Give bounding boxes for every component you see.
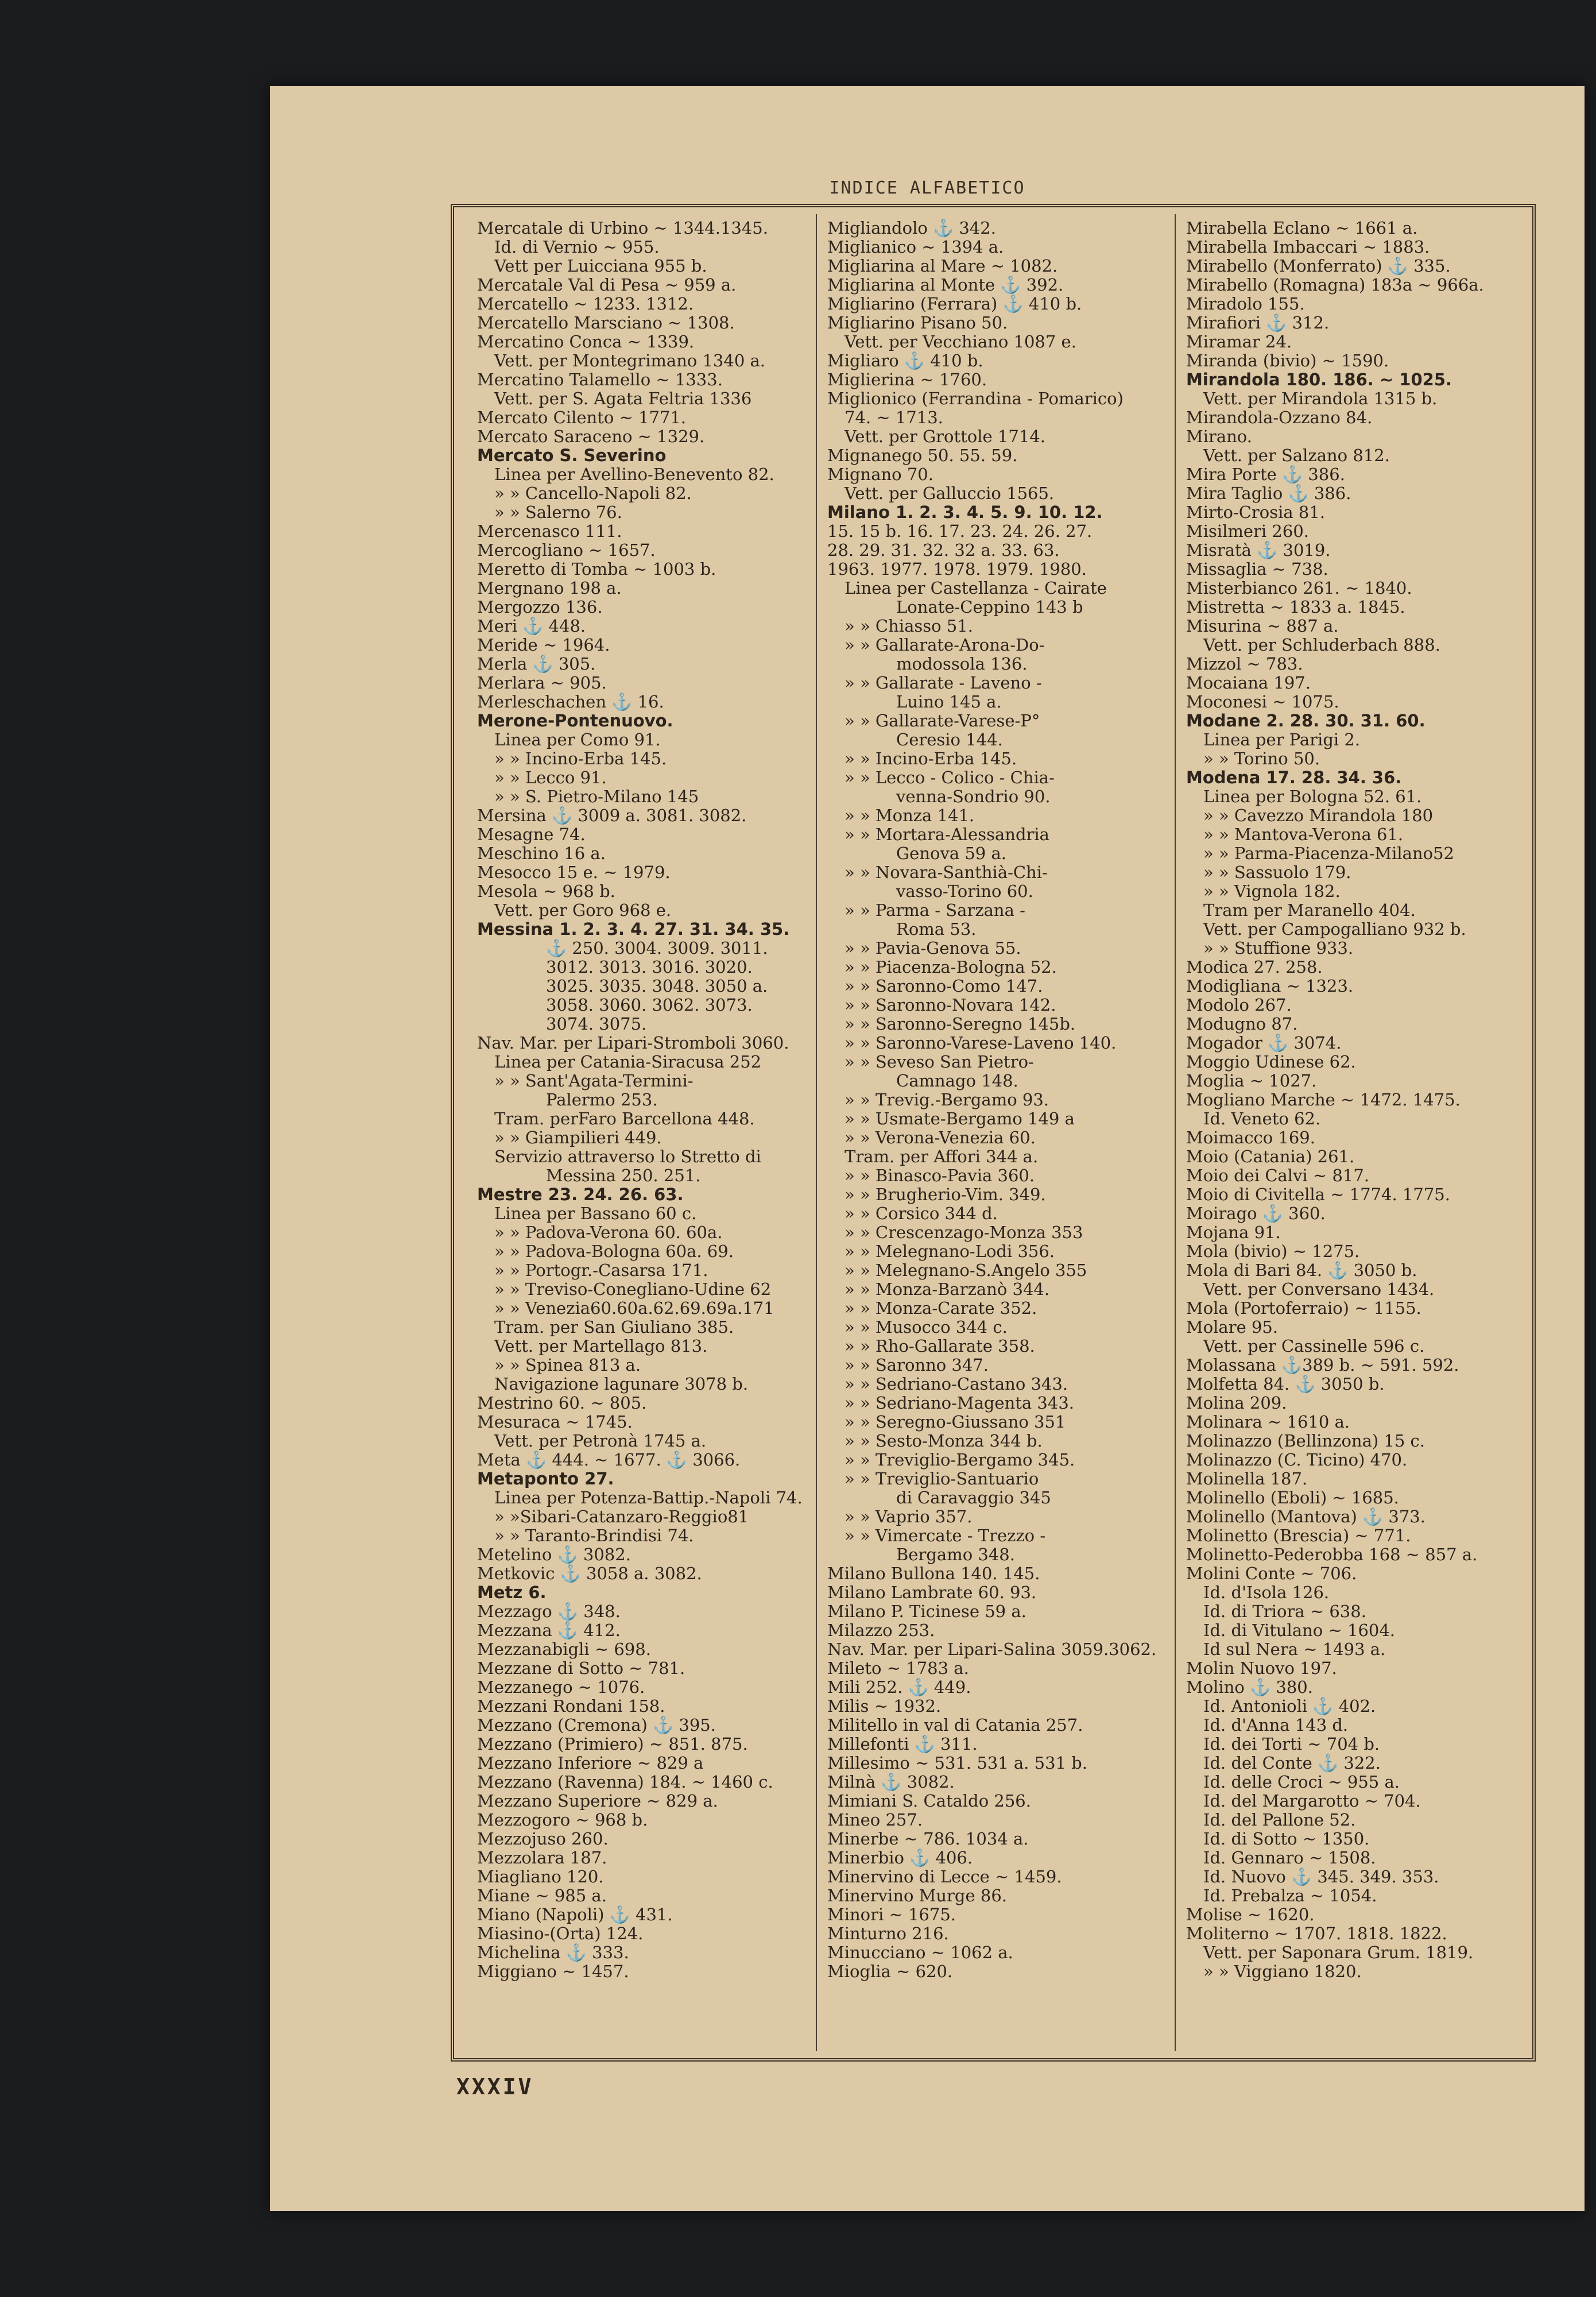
index-entry: Vett. per Montegrimano 1340 a. bbox=[494, 351, 766, 370]
index-entry: Vett. per Mirandola 1315 b. bbox=[1203, 389, 1438, 408]
index-entry: Mercogliano ~ 1657. bbox=[477, 540, 656, 560]
index-entry: » » Brugherio-Vim. 349. bbox=[845, 1185, 1046, 1204]
index-entry: Miane ~ 985 a. bbox=[477, 1886, 607, 1905]
index-entry: Mogliano Marche ~ 1472. 1475. bbox=[1186, 1090, 1461, 1109]
index-entry: Migliaro ⚓ 410 b. bbox=[827, 351, 983, 370]
index-entry: Milano Lambrate 60. 93. bbox=[827, 1583, 1037, 1602]
index-entry: Modugno 87. bbox=[1186, 1014, 1298, 1034]
index-entry: Mola (Portoferraio) ~ 1155. bbox=[1186, 1298, 1421, 1318]
index-entry: Miggiano ~ 1457. bbox=[477, 1962, 629, 1981]
index-entry: Mira Porte ⚓ 386. bbox=[1186, 465, 1345, 484]
index-entry: » » Taranto-Brindisi 74. bbox=[494, 1526, 694, 1545]
index-entry: » » Seveso San Pietro- bbox=[845, 1052, 1034, 1072]
index-entry: Vett. per Martellago 813. bbox=[494, 1336, 708, 1356]
index-entry: venna-Sondrio 90. bbox=[896, 787, 1051, 806]
index-entry: » » Sesto-Monza 344 b. bbox=[845, 1431, 1043, 1451]
index-entry: Mimiani S. Cataldo 256. bbox=[827, 1791, 1031, 1811]
index-entry: Id. Gennaro ~ 1508. bbox=[1203, 1848, 1376, 1867]
index-entry: Merone-Pontenuovo. bbox=[477, 711, 673, 730]
index-entry: » » Saronno 347. bbox=[845, 1355, 989, 1375]
index-entry: Mignano 70. bbox=[827, 465, 933, 484]
index-entry: » » Novara-Santhià-Chi- bbox=[845, 863, 1048, 882]
index-entry: Metz 6. bbox=[477, 1583, 547, 1602]
index-entry: Mercatale Val di Pesa ~ 959 a. bbox=[477, 275, 737, 295]
index-entry: » » Lecco 91. bbox=[494, 768, 607, 787]
index-entry: Molin Nuovo 197. bbox=[1186, 1658, 1337, 1678]
index-entry: 28. 29. 31. 32. 32 a. 33. 63. bbox=[827, 540, 1060, 560]
index-entry: Id. delle Croci ~ 955 a. bbox=[1203, 1772, 1400, 1792]
index-entry: 3074. 3075. bbox=[546, 1014, 647, 1034]
index-entry: » » Padova-Bologna 60a. 69. bbox=[494, 1242, 734, 1261]
index-entry: Molino ⚓ 380. bbox=[1186, 1677, 1313, 1697]
index-entry: Mercatello Marsciano ~ 1308. bbox=[477, 313, 735, 332]
index-entry: Mocaiana 197. bbox=[1186, 673, 1311, 693]
index-entry: Mirandola-Ozzano 84. bbox=[1186, 408, 1373, 427]
index-entry: Palermo 253. bbox=[546, 1090, 658, 1109]
index-entry: Mojana 91. bbox=[1186, 1223, 1281, 1242]
index-entry: » » Spinea 813 a. bbox=[494, 1355, 641, 1375]
index-entry: Mercato Saraceno ~ 1329. bbox=[477, 427, 705, 446]
index-entry: ⚓ 250. 3004. 3009. 3011. bbox=[546, 938, 768, 958]
index-entry: Meta ⚓ 444. ~ 1677. ⚓ 3066. bbox=[477, 1450, 741, 1470]
index-entry: modossola 136. bbox=[896, 654, 1028, 674]
index-entry: Id. del Margarotto ~ 704. bbox=[1203, 1791, 1421, 1811]
index-entry: Moglia ~ 1027. bbox=[1186, 1071, 1317, 1091]
index-entry: » » Gallarate-Arona-Do- bbox=[845, 635, 1045, 655]
index-entry: » » Monza-Barzanò 344. bbox=[845, 1279, 1050, 1299]
index-entry: Vett. per Conversano 1434. bbox=[1203, 1279, 1435, 1299]
index-entry: Militello in val di Catania 257. bbox=[827, 1715, 1083, 1735]
index-entry: Mergnano 198 a. bbox=[477, 578, 622, 598]
index-entry: Mioglia ~ 620. bbox=[827, 1962, 953, 1981]
index-entry: Molinazzo (C. Ticino) 470. bbox=[1186, 1450, 1408, 1470]
index-entry: Mercato S. Severino bbox=[477, 446, 667, 465]
index-entry: Mirano. bbox=[1186, 427, 1252, 446]
index-entry: » » Piacenza-Bologna 52. bbox=[845, 957, 1057, 977]
running-head: INDICE ALFABETICO bbox=[829, 178, 1025, 198]
index-entry: Minerbe ~ 786. 1034 a. bbox=[827, 1829, 1029, 1849]
index-entry: » » Padova-Verona 60. 60a. bbox=[494, 1223, 723, 1242]
index-entry: Mineo 257. bbox=[827, 1810, 923, 1830]
index-entry: Vett. per Salzano 812. bbox=[1203, 446, 1390, 465]
index-entry: Misilmeri 260. bbox=[1186, 521, 1309, 541]
index-entry: Merla ⚓ 305. bbox=[477, 654, 596, 674]
index-entry: 74. ~ 1713. bbox=[845, 408, 943, 427]
index-entry: Mola di Bari 84. ⚓ 3050 b. bbox=[1186, 1260, 1417, 1280]
index-entry: » » Verona-Venezia 60. bbox=[845, 1128, 1036, 1147]
index-entry: Messina 250. 251. bbox=[546, 1166, 701, 1185]
index-entry: Molinello (Eboli) ~ 1685. bbox=[1186, 1488, 1399, 1507]
index-entry: Vett. per Saponara Grum. 1819. bbox=[1203, 1943, 1474, 1962]
index-entry: Milis ~ 1932. bbox=[827, 1696, 942, 1716]
index-entry: » » Sassuolo 179. bbox=[1203, 863, 1351, 882]
page-folio: XXXIV bbox=[456, 2074, 534, 2099]
index-entry: Mesagne 74. bbox=[477, 825, 586, 844]
index-entry: Vett. per Campogalliano 932 b. bbox=[1203, 919, 1466, 939]
index-entry: Id. Antonioli ⚓ 402. bbox=[1203, 1696, 1376, 1716]
index-entry: Modolo 267. bbox=[1186, 995, 1292, 1015]
index-entry: Mestre 23. 24. 26. 63. bbox=[477, 1185, 684, 1204]
index-entry: Molinazzo (Bellinzona) 15 c. bbox=[1186, 1431, 1425, 1451]
index-entry: Migliandolo ⚓ 342. bbox=[827, 219, 996, 238]
index-entry: Modigliana ~ 1323. bbox=[1186, 976, 1354, 996]
index-entry: Id. d'Isola 126. bbox=[1203, 1583, 1330, 1602]
index-entry: » » Monza 141. bbox=[845, 806, 975, 825]
index-entry: Id. di Triora ~ 638. bbox=[1203, 1602, 1366, 1621]
index-entry: Linea per Bassano 60 c. bbox=[494, 1204, 697, 1223]
index-entry: Mestrino 60. ~ 805. bbox=[477, 1393, 647, 1413]
index-entry: » » Torino 50. bbox=[1203, 749, 1320, 768]
index-entry: Mirandola 180. 186. ~ 1025. bbox=[1186, 370, 1452, 389]
index-entry: Miasino-(Orta) 124. bbox=[477, 1924, 644, 1943]
index-entry: » » Cavezzo Mirandola 180 bbox=[1203, 806, 1434, 825]
index-entry: Millesimo ~ 531. 531 a. 531 b. bbox=[827, 1753, 1087, 1773]
index-entry: Id. Prebalza ~ 1054. bbox=[1203, 1886, 1377, 1905]
index-entry: Vett. per Goro 968 e. bbox=[494, 900, 672, 920]
index-entry: Genova 59 a. bbox=[896, 844, 1006, 863]
index-entry: Mezzanego ~ 1076. bbox=[477, 1677, 645, 1697]
index-entry: Mercatino Talamello ~ 1333. bbox=[477, 370, 723, 389]
index-entry: Misurina ~ 887 a. bbox=[1186, 616, 1339, 636]
index-entry: » » Gallarate-Varese-P° bbox=[845, 711, 1040, 730]
index-entry: » » Treviglio-Bergamo 345. bbox=[845, 1450, 1075, 1470]
index-entry: Nav. Mar. per Lipari-Stromboli 3060. bbox=[477, 1033, 789, 1053]
index-entry: » » Cancello-Napoli 82. bbox=[494, 484, 692, 503]
index-entry: Mezzane di Sotto ~ 781. bbox=[477, 1658, 685, 1678]
index-entry: Minervino Murge 86. bbox=[827, 1886, 1007, 1905]
index-entry: 3012. 3013. 3016. 3020. bbox=[546, 957, 753, 977]
index-entry: Mileto ~ 1783 a. bbox=[827, 1658, 969, 1678]
index-entry: Miano (Napoli) ⚓ 431. bbox=[477, 1905, 673, 1924]
index-entry: » » Vignola 182. bbox=[1203, 881, 1341, 901]
index-entry: » » Monza-Carate 352. bbox=[845, 1298, 1037, 1318]
index-entry: Id. di Vernio ~ 955. bbox=[494, 237, 660, 257]
index-entry: » » Viggiano 1820. bbox=[1203, 1962, 1362, 1981]
index-entry: Mergozzo 136. bbox=[477, 597, 603, 617]
index-entry: » » Vaprio 357. bbox=[845, 1507, 973, 1526]
index-entry: Molise ~ 1620. bbox=[1186, 1905, 1315, 1924]
column-rule bbox=[1175, 214, 1176, 2051]
index-entry: Molare 95. bbox=[1186, 1317, 1279, 1337]
index-entry: Modane 2. 28. 30. 31. 60. bbox=[1186, 711, 1425, 730]
index-entry: 1963. 1977. 1978. 1979. 1980. bbox=[827, 559, 1087, 579]
index-entry: Miglierina ~ 1760. bbox=[827, 370, 987, 389]
index-entry: Vett. per Schluderbach 888. bbox=[1203, 635, 1440, 655]
index-entry: Mirabella Imbaccari ~ 1883. bbox=[1186, 237, 1430, 257]
index-entry: Roma 53. bbox=[896, 919, 977, 939]
index-entry: Tram. perFaro Barcellona 448. bbox=[494, 1109, 755, 1128]
index-entry: Mili 252. ⚓ 449. bbox=[827, 1677, 971, 1697]
index-entry: Luino 145 a. bbox=[896, 692, 1002, 711]
index-entry: 3058. 3060. 3062. 3073. bbox=[546, 995, 753, 1015]
column-rule bbox=[816, 214, 817, 2051]
index-entry: Mogador ⚓ 3074. bbox=[1186, 1033, 1342, 1053]
index-entry: Mezzano Superiore ~ 829 a. bbox=[477, 1791, 718, 1811]
index-entry: Id. del Pallone 52. bbox=[1203, 1810, 1356, 1830]
index-entry: Miradolo 155. bbox=[1186, 294, 1305, 314]
index-entry: Vett. per Galluccio 1565. bbox=[845, 484, 1055, 503]
index-entry: Ceresio 144. bbox=[896, 730, 1003, 749]
index-entry: Tram. per San Giuliano 385. bbox=[494, 1317, 734, 1337]
index-entry: Id. Nuovo ⚓ 345. 349. 353. bbox=[1203, 1867, 1439, 1886]
index-entry: » » Saronno-Novara 142. bbox=[845, 995, 1056, 1015]
index-entry: » » Gallarate - Laveno - bbox=[845, 673, 1042, 693]
index-entry: Michelina ⚓ 333. bbox=[477, 1943, 629, 1962]
index-entry: Minucciano ~ 1062 a. bbox=[827, 1943, 1013, 1962]
index-entry: Mizzol ~ 783. bbox=[1186, 654, 1303, 674]
index-entry: Linea per Catania-Siracusa 252 bbox=[494, 1052, 762, 1072]
index-entry: Migliarina al Monte ⚓ 392. bbox=[827, 275, 1064, 295]
index-entry: Mezzani Rondani 158. bbox=[477, 1696, 665, 1716]
index-entry: Linea per Castellanza - Cairate bbox=[845, 578, 1107, 598]
index-entry: Linea per Parigi 2. bbox=[1203, 730, 1361, 749]
index-entry: Mercatino Conca ~ 1339. bbox=[477, 332, 695, 351]
index-entry: Moio di Civitella ~ 1774. 1775. bbox=[1186, 1185, 1450, 1204]
index-entry: Minturno 216. bbox=[827, 1924, 949, 1943]
index-entry: Id sul Nera ~ 1493 a. bbox=[1203, 1639, 1386, 1659]
index-entry: Metkovic ⚓ 3058 a. 3082. bbox=[477, 1564, 702, 1583]
index-entry: Mezzano Inferiore ~ 829 a bbox=[477, 1753, 704, 1773]
index-entry: Mirto-Crosia 81. bbox=[1186, 502, 1326, 522]
index-entry: Molini Conte ~ 706. bbox=[1186, 1564, 1357, 1583]
index-entry: Migliarino (Ferrara) ⚓ 410 b. bbox=[827, 294, 1082, 314]
index-entry: » » S. Pietro-Milano 145 bbox=[494, 787, 699, 806]
index-entry: Millefonti ⚓ 311. bbox=[827, 1734, 978, 1754]
index-entry: Servizio attraverso lo Stretto di bbox=[494, 1147, 761, 1166]
index-entry: Vett per Luicciana 955 b. bbox=[494, 256, 707, 276]
index-entry: Moirago ⚓ 360. bbox=[1186, 1204, 1326, 1223]
index-entry: Mezzago ⚓ 348. bbox=[477, 1602, 621, 1621]
index-entry: Bergamo 348. bbox=[896, 1545, 1015, 1564]
index-frame bbox=[451, 204, 1536, 2062]
index-entry: » » Mortara-Alessandria bbox=[845, 825, 1049, 844]
index-entry: Mesola ~ 968 b. bbox=[477, 881, 615, 901]
index-entry: » » Mantova-Verona 61. bbox=[1203, 825, 1404, 844]
index-entry: Mezzano (Ravenna) 184. ~ 1460 c. bbox=[477, 1772, 773, 1792]
index-entry: Mira Taglio ⚓ 386. bbox=[1186, 484, 1351, 503]
index-entry: » » Sedriano-Castano 343. bbox=[845, 1374, 1068, 1394]
index-entry: Vett. per Grottole 1714. bbox=[845, 427, 1045, 446]
index-entry: Linea per Como 91. bbox=[494, 730, 661, 749]
index-entry: » » Saronno-Como 147. bbox=[845, 976, 1043, 996]
index-entry: Milnà ⚓ 3082. bbox=[827, 1772, 955, 1792]
index-entry: » » Treviso-Conegliano-Udine 62 bbox=[494, 1279, 772, 1299]
index-entry: Metelino ⚓ 3082. bbox=[477, 1545, 631, 1564]
index-entry: Moimacco 169. bbox=[1186, 1128, 1315, 1147]
index-entry: Molinetto-Pederobba 168 ~ 857 a. bbox=[1186, 1545, 1478, 1564]
index-entry: » » Giampilieri 449. bbox=[494, 1128, 662, 1147]
index-entry: Tram. per Affori 344 a. bbox=[845, 1147, 1039, 1166]
index-entry: Milano Bullona 140. 145. bbox=[827, 1564, 1040, 1583]
index-entry: » » Incino-Erba 145. bbox=[845, 749, 1017, 768]
index-entry: Mistretta ~ 1833 a. 1845. bbox=[1186, 597, 1405, 617]
index-entry: Mesocco 15 e. ~ 1979. bbox=[477, 863, 671, 882]
index-entry: Miagliano 120. bbox=[477, 1867, 604, 1886]
index-entry: Migliarina al Mare ~ 1082. bbox=[827, 256, 1058, 276]
index-entry: » » Saronno-Seregno 145b. bbox=[845, 1014, 1076, 1034]
index-entry: Merlara ~ 905. bbox=[477, 673, 607, 693]
index-entry: Id. d'Anna 143 d. bbox=[1203, 1715, 1349, 1735]
book-page bbox=[270, 86, 1585, 2211]
index-entry: Minori ~ 1675. bbox=[827, 1905, 956, 1924]
index-entry: Metaponto 27. bbox=[477, 1469, 614, 1488]
index-entry: Navigazione lagunare 3078 b. bbox=[494, 1374, 749, 1394]
index-entry: Milano P. Ticinese 59 a. bbox=[827, 1602, 1026, 1621]
index-entry: » » Musocco 344 c. bbox=[845, 1317, 1008, 1337]
index-entry: Id. dei Torti ~ 704 b. bbox=[1203, 1734, 1380, 1754]
index-entry: Minervino di Lecce ~ 1459. bbox=[827, 1867, 1062, 1886]
index-entry: Molinella 187. bbox=[1186, 1469, 1308, 1488]
index-entry: Moio (Catania) 261. bbox=[1186, 1147, 1355, 1166]
index-entry: Mirafiori ⚓ 312. bbox=[1186, 313, 1330, 332]
index-entry: Mersina ⚓ 3009 a. 3081. 3082. bbox=[477, 806, 747, 825]
index-entry: Molinetto (Brescia) ~ 771. bbox=[1186, 1526, 1411, 1545]
index-entry: » » Sant'Agata-Termini- bbox=[494, 1071, 694, 1091]
index-entry: » » Salerno 76. bbox=[494, 502, 622, 522]
index-entry: Moconesi ~ 1075. bbox=[1186, 692, 1339, 711]
index-entry: Missaglia ~ 738. bbox=[1186, 559, 1328, 579]
index-entry: Mezzolara 187. bbox=[477, 1848, 607, 1867]
index-entry: Linea per Potenza-Battip.-Napoli 74. bbox=[494, 1488, 803, 1507]
index-entry: Vett. per Petronà 1745 a. bbox=[494, 1431, 707, 1451]
index-column-1 bbox=[477, 219, 804, 1981]
index-entry: Miranda (bivio) ~ 1590. bbox=[1186, 351, 1389, 370]
index-entry: Meretto di Tomba ~ 1003 b. bbox=[477, 559, 716, 579]
index-entry: Mezzano (Primiero) ~ 851. 875. bbox=[477, 1734, 748, 1754]
index-entry: Minerbio ⚓ 406. bbox=[827, 1848, 973, 1867]
index-entry: » » Incino-Erba 145. bbox=[494, 749, 667, 768]
index-entry: Lonate-Ceppino 143 b bbox=[896, 597, 1083, 617]
index-entry: Milazzo 253. bbox=[827, 1621, 935, 1640]
index-column-2 bbox=[827, 219, 1166, 1981]
index-entry: Nav. Mar. per Lipari-Salina 3059.3062. bbox=[827, 1639, 1157, 1659]
index-entry: Mirabello (Romagna) 183a ~ 966a. bbox=[1186, 275, 1484, 295]
index-entry: Linea per Bologna 52. 61. bbox=[1203, 787, 1422, 806]
index-entry: Camnago 148. bbox=[896, 1071, 1018, 1091]
index-entry: Mercatale di Urbino ~ 1344.1345. bbox=[477, 219, 768, 238]
index-entry: Moliterno ~ 1707. 1818. 1822. bbox=[1186, 1924, 1447, 1943]
index-entry: » » Pavia-Genova 55. bbox=[845, 938, 1021, 958]
index-entry: » » Trevig.-Bergamo 93. bbox=[845, 1090, 1049, 1109]
index-entry: Mezzano (Cremona) ⚓ 395. bbox=[477, 1715, 716, 1735]
index-entry: Merleschachen ⚓ 16. bbox=[477, 692, 664, 711]
index-entry: Misterbianco 261. ~ 1840. bbox=[1186, 578, 1412, 598]
index-entry: Milano 1. 2. 3. 4. 5. 9. 10. 12. bbox=[827, 502, 1103, 522]
index-entry: Mercenasco 111. bbox=[477, 521, 622, 541]
index-entry: » » Seregno-Giussano 351 bbox=[845, 1412, 1066, 1432]
index-entry: Mezzogoro ~ 968 b. bbox=[477, 1810, 648, 1830]
index-entry: » » Treviglio-Santuario bbox=[845, 1469, 1039, 1488]
index-entry: Vett. per Vecchiano 1087 e. bbox=[845, 332, 1076, 351]
index-entry: Id. Veneto 62. bbox=[1203, 1109, 1321, 1128]
index-entry: Id. di Vitulano ~ 1604. bbox=[1203, 1621, 1396, 1640]
index-entry: » » Vimercate - Trezzo - bbox=[845, 1526, 1046, 1545]
index-entry: di Caravaggio 345 bbox=[896, 1488, 1051, 1507]
index-entry: » » Parma-Piacenza-Milano52 bbox=[1203, 844, 1454, 863]
index-entry: » » Stuffione 933. bbox=[1203, 938, 1354, 958]
index-entry: Messina 1. 2. 3. 4. 27. 31. 34. 35. bbox=[477, 919, 790, 939]
index-entry: Moio dei Calvi ~ 817. bbox=[1186, 1166, 1370, 1185]
index-entry: Tram per Maranello 404. bbox=[1203, 900, 1416, 920]
index-entry: Mirabello (Monferrato) ⚓ 335. bbox=[1186, 256, 1451, 276]
index-entry: Modena 17. 28. 34. 36. bbox=[1186, 768, 1402, 787]
index-entry: » » Binasco-Pavia 360. bbox=[845, 1166, 1035, 1185]
index-entry: Linea per Avellino-Benevento 82. bbox=[494, 465, 774, 484]
index-entry: Mercato Cilento ~ 1771. bbox=[477, 408, 687, 427]
index-entry: » » Saronno-Varese-Laveno 140. bbox=[845, 1033, 1117, 1053]
index-entry: Mesuraca ~ 1745. bbox=[477, 1412, 633, 1432]
index-entry: Mezzojuso 260. bbox=[477, 1829, 609, 1849]
index-entry: Mola (bivio) ~ 1275. bbox=[1186, 1242, 1360, 1261]
index-entry: Miglionico (Ferrandina - Pomarico) bbox=[827, 389, 1124, 408]
index-entry: » » Corsico 344 d. bbox=[845, 1204, 998, 1223]
index-entry: Miglianico ~ 1394 a. bbox=[827, 237, 1004, 257]
index-entry: Vett. per S. Agata Feltria 1336 bbox=[494, 389, 752, 408]
index-entry: » » Chiasso 51. bbox=[845, 616, 973, 636]
index-entry: Migliarino Pisano 50. bbox=[827, 313, 1008, 332]
index-entry: Meride ~ 1964. bbox=[477, 635, 610, 655]
index-entry: Id. del Conte ⚓ 322. bbox=[1203, 1753, 1381, 1773]
index-entry: Miramar 24. bbox=[1186, 332, 1292, 351]
index-entry: Mirabella Eclano ~ 1661 a. bbox=[1186, 219, 1418, 238]
index-entry: » » Crescenzago-Monza 353 bbox=[845, 1223, 1083, 1242]
index-entry: » »Sibari-Catanzaro-Reggio81 bbox=[494, 1507, 749, 1526]
index-entry: Vett. per Cassinelle 596 c. bbox=[1203, 1336, 1425, 1356]
index-entry: » » Lecco - Colico - Chia- bbox=[845, 768, 1055, 787]
index-entry: Id. di Sotto ~ 1350. bbox=[1203, 1829, 1370, 1849]
index-entry: Misratà ⚓ 3019. bbox=[1186, 540, 1331, 560]
index-entry: » » Melegnano-S.Angelo 355 bbox=[845, 1260, 1087, 1280]
index-entry: Molina 209. bbox=[1186, 1393, 1287, 1413]
index-entry: Molinara ~ 1610 a. bbox=[1186, 1412, 1350, 1432]
index-entry: 3025. 3035. 3048. 3050 a. bbox=[546, 976, 768, 996]
index-entry: Moggio Udinese 62. bbox=[1186, 1052, 1356, 1072]
index-entry: Mercatello ~ 1233. 1312. bbox=[477, 294, 694, 314]
index-entry: Molassana ⚓389 b. ~ 591. 592. bbox=[1186, 1355, 1459, 1375]
index-entry: Meri ⚓ 448. bbox=[477, 616, 586, 636]
index-entry: 15. 15 b. 16. 17. 23. 24. 26. 27. bbox=[827, 521, 1093, 541]
index-entry: » » Parma - Sarzana - bbox=[845, 900, 1025, 920]
index-column-3 bbox=[1186, 219, 1531, 1981]
index-entry: » » Sedriano-Magenta 343. bbox=[845, 1393, 1074, 1413]
index-entry: Molfetta 84. ⚓ 3050 b. bbox=[1186, 1374, 1385, 1394]
index-entry: Mezzanabigli ~ 698. bbox=[477, 1639, 651, 1659]
index-entry: » » Venezia60.60a.62.69.69a.171 bbox=[494, 1298, 774, 1318]
index-entry: Modica 27. 258. bbox=[1186, 957, 1323, 977]
index-entry: » » Portogr.-Casarsa 171. bbox=[494, 1260, 708, 1280]
index-entry: vasso-Torino 60. bbox=[896, 881, 1033, 901]
index-entry: » » Usmate-Bergamo 149 a bbox=[845, 1109, 1075, 1128]
index-entry: Mezzana ⚓ 412. bbox=[477, 1621, 621, 1640]
index-entry: » » Rho-Gallarate 358. bbox=[845, 1336, 1035, 1356]
index-entry: Mignanego 50. 55. 59. bbox=[827, 446, 1018, 465]
index-entry: » » Melegnano-Lodi 356. bbox=[845, 1242, 1055, 1261]
index-entry: Meschino 16 a. bbox=[477, 844, 606, 863]
index-entry: Molinello (Mantova) ⚓ 373. bbox=[1186, 1507, 1425, 1526]
